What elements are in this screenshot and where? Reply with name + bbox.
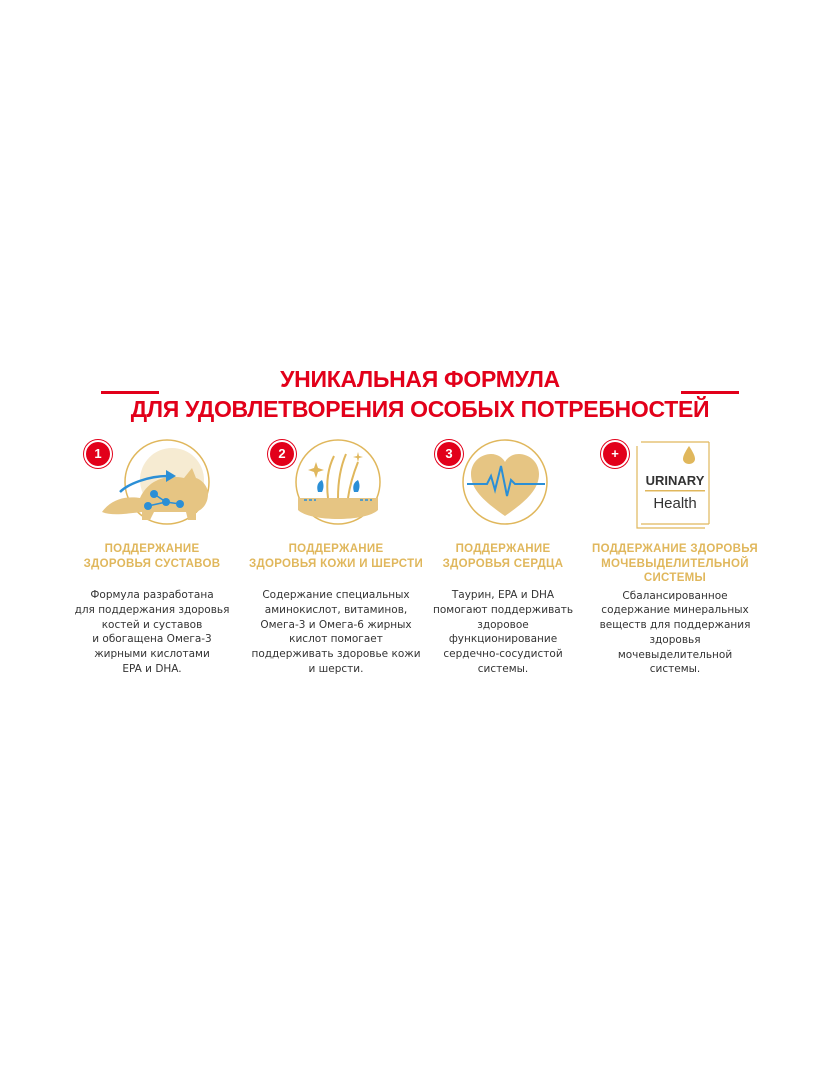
- feature-urinary: [585, 432, 765, 677]
- feature-joints: [62, 432, 242, 677]
- feature-description: Содержание специальных аминокислот, витаминов, Омега-3 и Омега-6 жирных кислот помогает поддерживать здоровье кожи и шерсти.: [251, 589, 421, 675]
- urinary-label: URINARY: [645, 473, 705, 488]
- feature-description: Таурин, EPA и DHA помогают поддерживать здоровое функционирование сердечно-сосудистой системы.: [432, 589, 574, 675]
- divider-left: [101, 391, 159, 394]
- feature-heart: [413, 432, 593, 677]
- divider-right: [681, 391, 739, 394]
- badge-number: 1: [84, 440, 112, 468]
- health-label: Health: [653, 495, 697, 512]
- badge-plus: +: [601, 440, 629, 468]
- feature-title: ПОДДЕРЖАНИЕ ЗДОРОВЬЯ СУСТАВОВ: [83, 543, 221, 570]
- headline-line-2: ДЛЯ УДОВЛЕТВОРЕНИЯ ОСОБЫХ ПОТРЕБНОСТЕЙ: [130, 396, 710, 422]
- badge-number: 3: [435, 440, 463, 468]
- headline: [0, 364, 840, 424]
- feature-description: Формула разработана для поддержания здоровья костей и суставов и обогащена Омега-3 жирными кислотами EPA и DHA.: [74, 589, 230, 675]
- headline-line-1: УНИКАЛЬНАЯ ФОРМУЛА: [280, 366, 560, 392]
- feature-title: ПОДДЕРЖАНИЕ ЗДОРОВЬЯ СЕРДЦА: [442, 543, 564, 570]
- feature-title: ПОДДЕРЖАНИЕ ЗДОРОВЬЯ КОЖИ И ШЕРСТИ: [248, 543, 424, 570]
- badge-number: 2: [268, 440, 296, 468]
- feature-skin-coat: [246, 432, 426, 677]
- feature-title: ПОДДЕРЖАНИЕ ЗДОРОВЬЯ МОЧЕВЫДЕЛИТЕЛЬНОЙ СИСТЕМЫ: [592, 543, 758, 584]
- feature-description: Сбалансированное содержание минеральных веществ для поддержания здоровья мочевыделительной системы.: [599, 589, 751, 676]
